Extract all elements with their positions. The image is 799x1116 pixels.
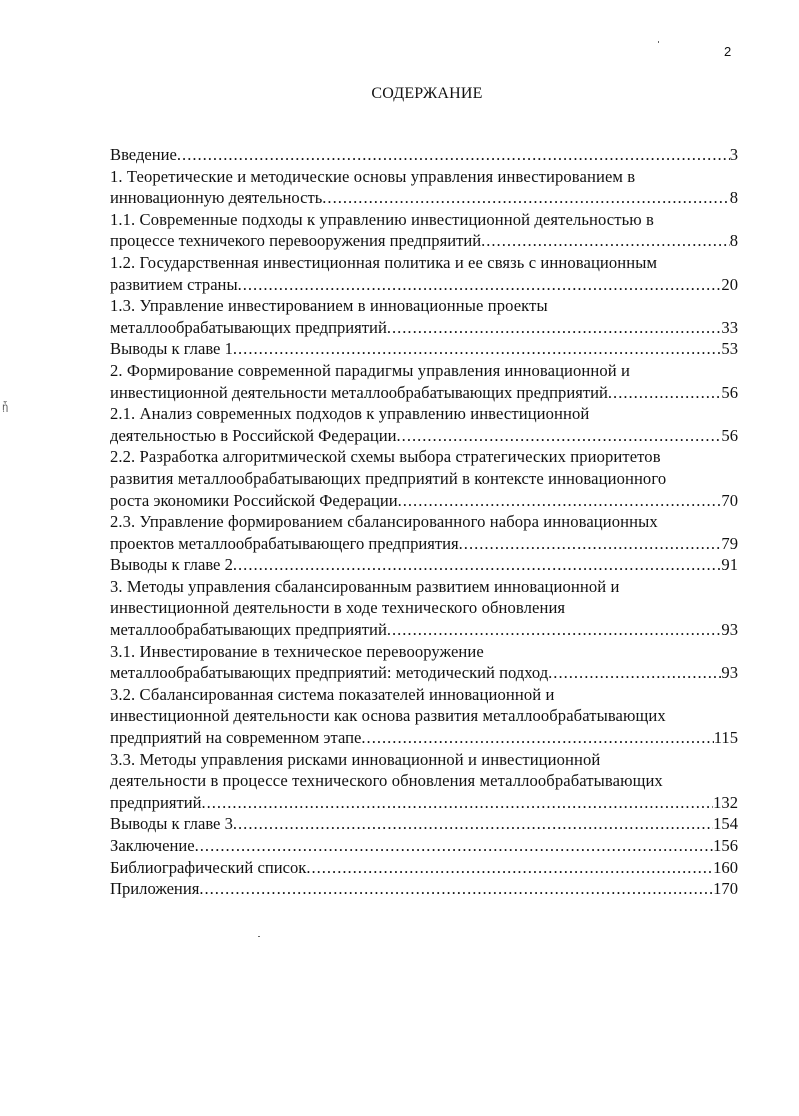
toc-entry-bibliography[interactable] (110, 857, 738, 879)
toc-entry-line (110, 554, 738, 576)
toc-entry-title-line: развития металлообрабатывающих предприятий в контексте инновационного (110, 468, 667, 488)
table-of-contents (110, 144, 738, 900)
toc-entry-title: металлообрабатывающих предприятий (110, 317, 387, 337)
toc-leader-dots (238, 274, 722, 296)
toc-leader-dots (387, 317, 722, 339)
scan-speck (258, 936, 260, 937)
toc-page-number: 3 (729, 145, 738, 164)
toc-entry-section-1-3[interactable] (110, 295, 738, 338)
toc-entry-line (110, 792, 738, 814)
toc-leader-dots (361, 727, 713, 749)
toc-leader-dots (306, 857, 713, 879)
toc-leader-dots (322, 187, 729, 209)
toc-entry-title: Введение (110, 145, 177, 164)
toc-entry-title-line: 1.3. Управление инвестированием в инновационные проекты (110, 296, 548, 316)
toc-entry-line (110, 338, 738, 360)
toc-entry-title-line: 3. Методы управления сбалансированным развитием инновационной и (110, 576, 620, 596)
toc-page-number: 56 (721, 382, 738, 402)
toc-page-number: 79 (721, 533, 738, 553)
toc-entry-section-3-2[interactable] (110, 684, 738, 749)
toc-page-number: 20 (721, 274, 738, 294)
toc-entry-appendices[interactable] (110, 878, 738, 900)
toc-page-number: 93 (721, 663, 738, 683)
toc-entry-title: процессе техничекого перевооружения предпряитий (110, 231, 482, 251)
toc-entry-title-line: 1. Теоретические и методические основы управления инвестированием в (110, 166, 636, 186)
toc-entry-section-1-1[interactable] (110, 209, 738, 252)
toc-entry-title-line: 2.3. Управление формированием сбалансированного набора инновационных (110, 512, 658, 532)
toc-leader-dots (233, 813, 713, 835)
toc-entry-line (110, 425, 738, 447)
toc-entry-section-2-2[interactable] (110, 446, 738, 511)
toc-entry-title: Выводы к главе 3 (110, 814, 233, 834)
toc-entry-conclusion[interactable] (110, 835, 738, 857)
toc-entry-title: Заключение (110, 836, 195, 855)
toc-entry-title: металлообрабатывающих предприятий: методический подход (110, 663, 549, 683)
toc-page-number: 156 (713, 836, 738, 855)
toc-page-number: 56 (721, 425, 738, 445)
toc-leader-dots (548, 662, 721, 684)
toc-entry-title: Выводы к главе 1 (110, 339, 233, 359)
toc-entry-introduction[interactable] (110, 144, 738, 166)
toc-page-number: 160 (713, 857, 738, 877)
toc-page-number: 170 (713, 879, 738, 899)
toc-entry-title: предприятий (110, 792, 202, 812)
toc-entry-title: Выводы к главе 2 (110, 555, 233, 575)
toc-page-number: 115 (713, 728, 738, 748)
toc-leader-dots (199, 878, 713, 900)
toc-entry-title: роста экономики Российской Федерации (110, 490, 398, 510)
toc-leader-dots (177, 144, 730, 166)
toc-entry-line (110, 144, 738, 166)
page-number: 2 (724, 44, 732, 59)
toc-entry-section-1-2[interactable] (110, 252, 738, 295)
toc-entry-line (110, 662, 738, 684)
toc-entry-title: Приложения (110, 879, 200, 899)
toc-entry-line (110, 619, 738, 641)
toc-leader-dots (608, 382, 722, 404)
toc-page-number: 53 (721, 339, 738, 359)
page-title: СОДЕРЖАНИЕ (371, 85, 483, 102)
toc-entry-title-line: 1.1. Современные подходы к управлению инвестиционной деятельностью в (110, 209, 654, 229)
toc-entry-conclusions-chapter-3[interactable] (110, 813, 738, 835)
toc-entry-chapter-2[interactable] (110, 360, 738, 403)
toc-entry-title-line: инвестиционной деятельности как основа развития металлообрабатывающих (110, 706, 666, 726)
toc-entry-line (110, 835, 738, 857)
toc-entry-title-line: деятельности в процессе технического обновления металлообрабатывающих (110, 771, 663, 791)
toc-entry-chapter-3[interactable] (110, 576, 738, 641)
toc-entry-section-2-1[interactable] (110, 403, 738, 446)
toc-entry-line (110, 857, 738, 879)
toc-page-number: 93 (721, 620, 738, 640)
toc-entry-line (110, 382, 738, 404)
toc-entry-title: инвестиционной деятельности металлообрабатывающих предприятий (110, 382, 608, 402)
toc-entry-section-3-3[interactable] (110, 749, 738, 814)
toc-entry-title-line: 2.1. Анализ современных подходов к управлению инвестиционной (110, 404, 590, 424)
toc-entry-line (110, 317, 738, 339)
toc-leader-dots (481, 230, 730, 252)
toc-page-number: 8 (729, 188, 738, 208)
toc-entry-line (110, 490, 738, 512)
toc-entry-title-line: 3.1. Инвестирование в техническое перевооружение (110, 641, 484, 661)
toc-entry-title-line: 2. Формирование современной парадигмы управления инновационной и (110, 360, 630, 380)
toc-entry-title: предприятий на современном этапе (110, 728, 362, 748)
toc-leader-dots (398, 490, 722, 512)
toc-leader-dots (387, 619, 722, 641)
toc-entry-title-line: 1.2. Государственная инвестиционная политика и ее связь с инновационным (110, 252, 658, 272)
toc-page-number: 70 (721, 490, 738, 510)
toc-page-number: 154 (713, 814, 738, 834)
toc-page-number: 33 (721, 317, 738, 337)
toc-entry-line (110, 274, 738, 296)
toc-entry-title-line: 2.2. Разработка алгоритмической схемы выбора стратегических приоритетов (110, 447, 661, 467)
toc-leader-dots (459, 533, 722, 555)
toc-leader-dots (233, 554, 722, 576)
toc-entry-title-line: 3.2. Сбалансированная система показателей инновационной и (110, 684, 555, 704)
toc-entry-title: металлообрабатывающих предприятий (110, 620, 387, 640)
toc-entry-conclusions-chapter-1[interactable] (110, 338, 738, 360)
toc-entry-line (110, 230, 738, 252)
toc-leader-dots (233, 338, 722, 360)
toc-entry-title: Библиографический список (110, 857, 307, 877)
toc-entry-line (110, 727, 738, 749)
toc-entry-line (110, 878, 738, 900)
toc-entry-section-3-1[interactable] (110, 641, 738, 684)
toc-entry-line (110, 533, 738, 555)
toc-leader-dots (397, 425, 722, 447)
toc-entry-line (110, 813, 738, 835)
toc-entry-title: развитием страны (110, 274, 238, 294)
toc-entry-title-line: инвестиционной деятельности в ходе технического обновления (110, 598, 566, 618)
scan-speck (658, 41, 659, 43)
toc-entry-title: деятельностью в Российской Федерации (110, 425, 397, 445)
margin-mark: ᾗ (2, 402, 9, 413)
toc-entry-conclusions-chapter-2[interactable] (110, 554, 738, 576)
toc-leader-dots (195, 835, 713, 857)
toc-entry-line (110, 187, 738, 209)
toc-leader-dots (201, 792, 713, 814)
toc-entry-title: проектов металлообрабатывающего предприятия (110, 533, 459, 553)
toc-entry-title-line: 3.3. Методы управления рисками инновационной и инвестиционной (110, 749, 601, 769)
toc-entry-title: инновационную деятельность (110, 188, 323, 208)
toc-page-number: 132 (713, 792, 738, 812)
toc-entry-chapter-1[interactable] (110, 166, 738, 209)
toc-entry-section-2-3[interactable] (110, 511, 738, 554)
toc-page-number: 8 (729, 231, 738, 251)
toc-page-number: 91 (721, 555, 738, 575)
